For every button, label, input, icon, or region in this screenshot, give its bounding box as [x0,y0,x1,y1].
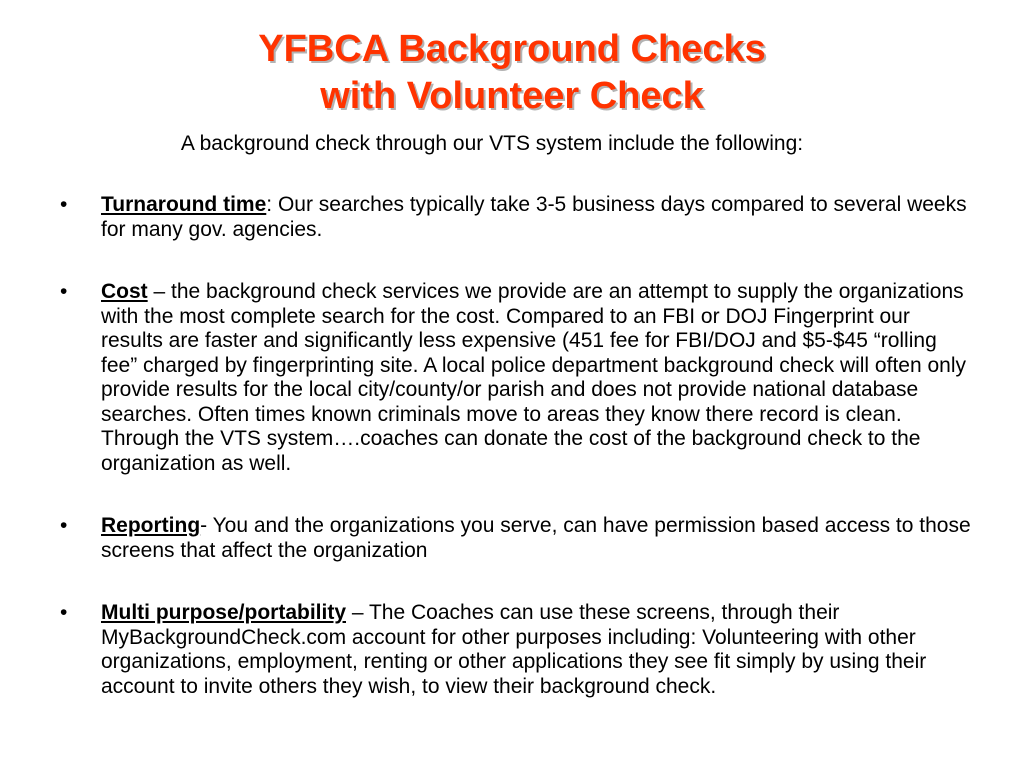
bullet-list [0,193,1024,699]
bullet-text: : Our searches typically take 3-5 business days compared to several weeks for many gov. agencies. [101,193,967,241]
bullet-item-turnaround-time [0,193,1024,242]
bullet-item-reporting [0,514,1024,563]
bullet-text: – the background check services we provide are an attempt to supply the organizations with the most complete search for the cost. Compared to an FBI or DOJ Fingerprint our results are faster and significantly less expensive (451 fee for FBI/DOJ and $5-$45 “rolling fee” charged by fingerprinting site. A local police department background check will often only provide results for the local city/county/or parish and does not provide national database searches. Often times known criminals move to areas they know there record is clean. Through the VTS system….coaches can donate the cost of the background check to the organization as well. [101,280,966,475]
bullet-point-icon: • [60,514,68,537]
bullet-item-multi-purpose-portability [0,601,1024,699]
bullet-item-cost [0,280,1024,476]
bullet-term: Reporting [101,514,201,537]
bullet-point-icon: • [60,280,68,303]
intro-text: A background check through our VTS system include the following: [180,132,804,155]
bullet-text: - You and the organizations you serve, can have permission based access to those screens that affect the organization [101,514,971,562]
bullet-text: – The Coaches can use these screens, through their MyBackgroundCheck.com account for other purposes including: Volunteering with other organizations, employment, renting or other applications they see fit simply by using their account to invite others they wish, to view their background check. [101,601,927,698]
bullet-point-icon: • [60,601,68,624]
bullet-term: Cost [101,280,148,303]
slide-title-line-1: YFBCA Background Checks [258,28,766,70]
slide-title-line-2: with Volunteer Check [320,75,704,117]
bullet-term: Multi purpose/portability [101,601,346,624]
slide-title [0,26,1024,120]
bullet-point-icon: • [60,193,68,216]
bullet-term: Turnaround time [101,193,267,216]
